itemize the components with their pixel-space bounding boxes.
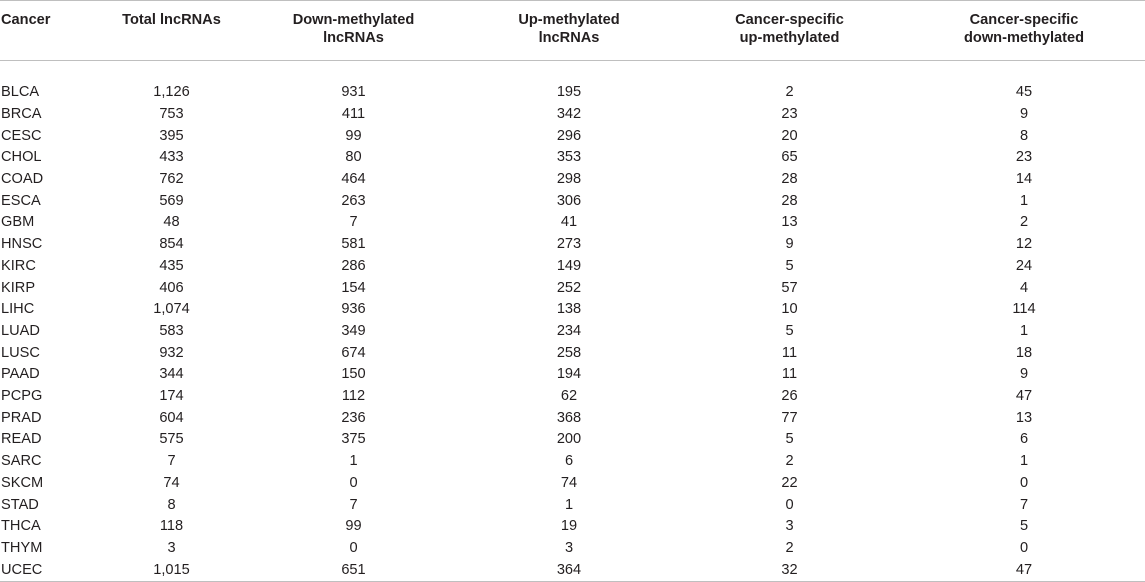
value-cell: 344 [159,366,184,383]
value-cell: 575 [159,431,184,448]
value-cell: 9 [785,236,794,253]
value-cell: 9 [1019,105,1029,122]
table-row [0,408,1145,430]
column-header-4 [676,1,903,61]
value-cell: 7 [349,496,358,513]
table-row [0,256,1145,278]
value-cell: 5 [785,257,794,274]
cancer-type-cell: KIRC [1,257,36,274]
value-cell: 375 [341,431,366,448]
spacer-row [0,61,1145,83]
column-header-line: Cancer [1,12,51,28]
value-cell: 263 [341,192,366,209]
value-cell: 18 [1015,344,1033,361]
value-cell: 1 [349,453,358,470]
table-row [0,104,1145,126]
table-row [0,278,1145,300]
column-header-line: up-methylated [739,30,840,46]
value-cell: 12 [1015,236,1033,253]
table-row [0,321,1145,343]
value-cell: 583 [159,322,184,339]
value-cell: 5 [785,322,794,339]
cancer-type-cell: PRAD [1,409,42,426]
column-header-line: Cancer-specific [735,12,844,28]
table-body [0,61,1145,582]
value-cell: 6 [1019,431,1029,448]
value-cell: 604 [159,409,184,426]
value-cell: 24 [1015,257,1033,274]
cancer-type-cell: THCA [1,518,41,535]
cancer-type-cell: LUAD [1,322,40,339]
cancer-type-cell: THYM [1,539,43,556]
value-cell: 368 [556,409,582,426]
column-header-line: lncRNAs [538,30,600,46]
cancer-type-cell: PAAD [1,366,40,383]
value-cell: 4 [1019,279,1029,296]
value-cell: 411 [341,105,366,122]
value-cell: 80 [345,149,362,166]
value-cell: 194 [556,366,582,383]
value-cell: 1 [1019,192,1029,209]
value-cell: 195 [556,84,582,101]
value-cell: 236 [341,409,366,426]
cancer-type-cell: HNSC [1,236,43,253]
cancer-type-cell: CHOL [1,149,42,166]
value-cell: 854 [159,236,184,253]
value-cell: 3 [564,539,574,556]
column-header-3 [462,1,676,61]
cancer-type-cell: LIHC [1,301,35,318]
value-cell: 273 [556,236,582,253]
value-cell: 99 [345,127,362,144]
cancer-type-cell: BLCA [1,84,40,101]
column-header-line: lncRNAs [323,30,384,46]
value-cell: 349 [341,322,366,339]
value-cell: 23 [781,105,798,122]
value-cell: 1,074 [153,301,190,318]
value-cell: 47 [903,560,1145,582]
value-cell: 62 [560,388,578,405]
value-cell: 23 [1015,149,1033,166]
header-row [0,1,1145,61]
value-cell: 74 [163,474,180,491]
spacer-cell [0,61,1145,83]
value-cell: 13 [781,214,798,231]
value-cell: 762 [159,171,184,187]
value-cell: 298 [556,171,582,187]
value-cell: 435 [159,257,184,274]
value-cell: 931 [341,84,366,101]
value-cell: 306 [556,192,582,209]
column-header-line: down-methylated [964,30,1084,46]
value-cell: 45 [1015,84,1033,101]
value-cell: 65 [781,149,798,166]
value-cell: 651 [245,560,462,582]
value-cell: 74 [560,474,578,491]
value-cell: 8 [167,496,176,513]
value-cell: 28 [781,192,798,209]
table-row [0,191,1145,213]
cancer-type-cell: PCPG [1,388,43,405]
table-row [0,234,1145,256]
value-cell: 569 [159,192,184,209]
value-cell: 20 [781,127,798,144]
cancer-type-cell: GBM [1,214,35,231]
column-header-0 [0,1,98,61]
column-header-line: Up-methylated [518,12,620,28]
value-cell: 200 [556,431,582,448]
value-cell: 77 [781,409,798,426]
table-header [0,1,1145,61]
value-cell: 22 [781,474,798,491]
cancer-type-cell: SKCM [1,474,44,491]
value-cell: 32 [676,560,903,582]
value-cell: 5 [785,431,794,448]
value-cell: 7 [349,214,358,231]
value-cell: 154 [341,279,366,296]
value-cell: 2 [785,84,794,101]
table-row [0,473,1145,495]
cancer-type-cell: ESCA [1,192,41,209]
table-row [0,212,1145,234]
value-cell: 464 [341,171,366,187]
value-cell: 1 [1019,453,1029,470]
table-row [0,82,1145,104]
value-cell: 8 [1019,127,1029,144]
value-cell: 395 [159,127,184,144]
cancer-type-cell: KIRP [1,279,36,296]
value-cell: 10 [781,301,798,318]
cancer-type-cell: STAD [1,496,39,513]
value-cell: 174 [159,388,184,405]
value-cell: 3 [167,539,176,556]
table-row [0,429,1145,451]
value-cell: 1 [564,496,574,513]
value-cell: 406 [159,279,184,296]
column-header-line: Cancer-specific [969,12,1079,28]
value-cell: 138 [556,301,582,318]
value-cell: 13 [1015,409,1033,426]
cancer-type-cell: UCEC [0,560,98,582]
value-cell: 57 [781,279,798,296]
value-cell: 296 [556,127,582,144]
value-cell: 0 [1019,474,1029,491]
value-cell: 5 [1019,518,1029,535]
column-header-1 [98,1,245,61]
value-cell: 0 [1019,539,1029,556]
column-header-line: Total lncRNAs [122,12,221,28]
value-cell: 41 [560,214,578,231]
value-cell: 674 [341,344,366,361]
value-cell: 149 [556,257,582,274]
table-row [0,495,1145,517]
value-cell: 0 [349,474,358,491]
value-cell: 7 [1019,496,1029,513]
cancer-type-cell: SARC [1,453,42,470]
value-cell: 118 [159,518,184,535]
value-cell: 2 [785,453,794,470]
table-row [0,451,1145,473]
value-cell: 112 [341,388,366,405]
table-row [0,386,1145,408]
value-cell: 286 [341,257,366,274]
value-cell: 19 [560,518,578,535]
value-cell: 234 [556,322,582,339]
cancer-type-cell: BRCA [1,105,42,122]
value-cell: 99 [345,518,362,535]
value-cell: 753 [159,105,184,122]
value-cell: 932 [159,344,184,361]
value-cell: 0 [785,496,794,513]
value-cell: 258 [556,344,582,361]
value-cell: 6 [564,453,574,470]
value-cell: 342 [556,105,582,122]
table-row [0,299,1145,321]
value-cell: 150 [341,366,366,383]
value-cell: 353 [556,149,582,166]
value-cell: 28 [781,171,798,187]
value-cell: 47 [1015,388,1033,405]
value-cell: 26 [781,388,798,405]
cancer-type-cell: LUSC [1,344,40,361]
value-cell: 364 [462,560,676,582]
value-cell: 7 [167,453,176,470]
value-cell: 433 [159,149,184,166]
value-cell: 2 [1019,214,1029,231]
value-cell: 11 [781,366,798,383]
value-cell: 14 [1015,171,1033,187]
table-row [0,343,1145,365]
value-cell: 1,015 [98,560,245,582]
value-cell: 3 [785,518,794,535]
value-cell: 0 [349,539,358,556]
column-header-line: Down-methylated [292,12,415,28]
table-row [0,169,1145,191]
value-cell: 1 [1019,322,1029,339]
cancer-type-cell: READ [1,431,42,448]
value-cell: 11 [781,344,798,361]
value-cell: 48 [163,214,180,231]
value-cell: 1,126 [153,84,190,101]
table-row [0,126,1145,148]
value-cell: 114 [1012,301,1036,318]
table-row [0,516,1145,538]
cancer-type-cell: CESC [1,127,42,144]
column-header-5 [903,1,1145,61]
value-cell: 936 [341,301,366,318]
value-cell: 2 [785,539,794,556]
value-cell: 9 [1019,366,1029,383]
table-row [0,538,1145,560]
table-row [0,147,1145,169]
column-header-2 [245,1,462,61]
value-cell: 252 [556,279,582,296]
cancer-type-cell: COAD [1,171,44,187]
value-cell: 581 [341,236,366,253]
table-row [0,364,1145,386]
